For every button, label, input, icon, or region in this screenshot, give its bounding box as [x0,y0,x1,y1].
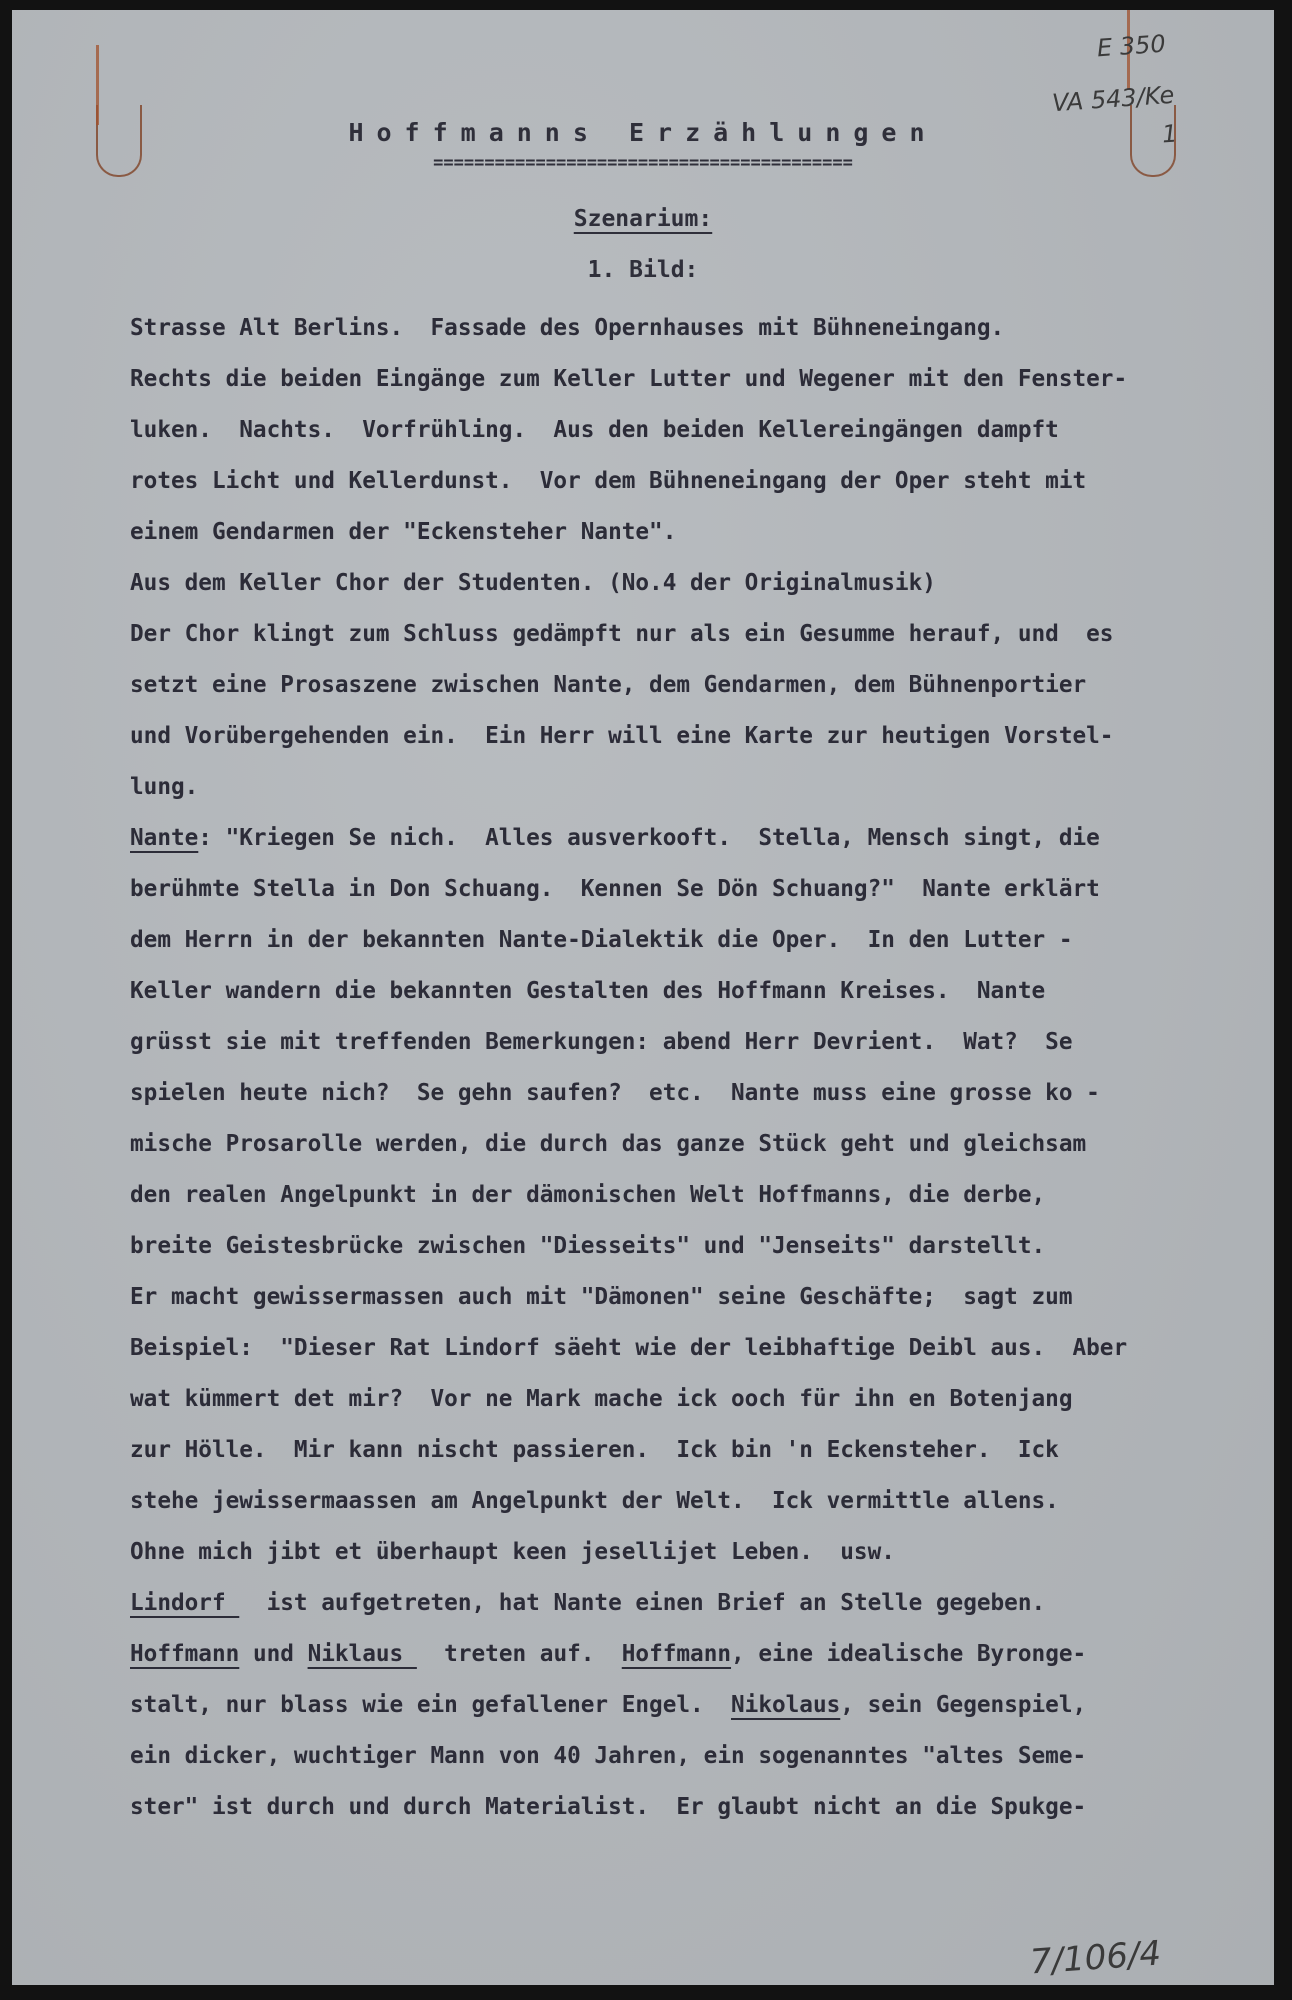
text-line [130,1425,1274,1476]
text-run: ster" ist durch und durch Materialist. Er glaubt nicht an die Spukge- [130,1794,1087,1820]
text-run: zur Hölle. Mir kann nischt passieren. Ick bin 'n Eckensteher. Ick [130,1437,1059,1463]
underlined-name: Nante [130,825,199,851]
text-line [130,354,1274,405]
text-run: und [239,1641,308,1667]
text-line [130,762,1274,813]
text-run: stalt, nur blass wie ein gefallener Engel. [130,1692,731,1718]
text-run: , sein Gegenspiel, [840,1692,1087,1718]
text-run: Ohne mich jibt et überhaupt keen jesellijet Leben. usw. [130,1539,895,1565]
text-line [130,507,1274,558]
text-line [130,813,1274,864]
text-line [130,1272,1274,1323]
text-line [130,1476,1274,1527]
left-staple-line [96,45,99,125]
archive-code-second: VA 543/Ke [1051,80,1176,118]
text-line [130,1527,1274,1578]
text-run: : "Kriegen Se nich. Alles ausverkooft. Stella, Mensch singt, die [198,825,1100,851]
text-run: Keller wandern die bekannten Gestalten des Hoffmann Kreises. Nante [130,978,1046,1004]
text-line [130,558,1274,609]
scene-heading: 1. Bild: [587,257,699,283]
text-run: berühmte Stella in Don Schuang. Kennen Se Dön Schuang?" Nante erklärt [130,876,1100,902]
text-line [130,1629,1274,1680]
text-run: Aus dem Keller Chor der Studenten. (No.4 der Originalmusik) [130,570,936,596]
text-line [130,864,1274,915]
text-line [130,1119,1274,1170]
document-title: Hoffmanns Erzählungen [348,118,938,147]
text-run: luken. Nachts. Vorfrühling. Aus den beiden Kellereingängen dampft [130,417,1059,443]
text-line [130,456,1274,507]
text-line [130,609,1274,660]
archive-code-top: E 350 [1096,29,1167,63]
underlined-name: Hoffmann [621,1641,732,1667]
section-heading: Szenarium: [573,206,713,232]
text-line [130,1323,1274,1374]
text-run: einem Gendarmen der "Eckensteher Nante". [130,519,677,545]
text-line [130,1374,1274,1425]
text-run: wat kümmert det mir? Vor ne Mark mache ick ooch für ihn en Botenjang [130,1386,1073,1412]
text-run: spielen heute nich? Se gehn saufen? etc. Nante muss eine grosse ko - [130,1080,1100,1106]
underlined-name: Hoffmann [130,1641,240,1667]
text-run: setzt eine Prosaszene zwischen Nante, dem Gendarmen, dem Bühnenportier [130,672,1087,698]
text-line [130,1068,1274,1119]
typed-body-text [130,303,1274,1833]
underlined-name: Nikolaus [731,1692,841,1718]
underlined-name: Lindorf [130,1590,240,1616]
text-run: stehe jewissermaassen am Angelpunkt der Welt. Ick vermittle allens. [130,1488,1059,1514]
text-line [130,966,1274,1017]
text-run: lung. [130,774,199,800]
text-line [130,303,1274,354]
text-line [130,1578,1274,1629]
text-run: Strasse Alt Berlins. Fassade des Opernhauses mit Bühneneingang. [130,315,1005,341]
text-run: treten auf. [416,1641,622,1667]
text-line [130,1017,1274,1068]
text-run: dem Herrn in der bekannten Nante-Dialektik die Oper. In den Lutter - [130,927,1073,953]
text-line [130,1680,1274,1731]
text-line [130,915,1274,966]
text-run: Rechts die beiden Eingänge zum Keller Lutter und Wegener mit den Fenster- [130,366,1128,392]
text-run: mische Prosarolle werden, die durch das ganze Stück geht und gleichsam [130,1131,1087,1157]
text-run: Der Chor klingt zum Schluss gedämpft nur als ein Gesumme herauf, und es [130,621,1114,647]
text-run: grüsst sie mit treffenden Bemerkungen: abend Herr Devrient. Wat? Se [130,1029,1073,1055]
text-line [130,1221,1274,1272]
document-page [12,10,1274,1985]
text-run: Beispiel: "Dieser Rat Lindorf säeht wie der leibhaftige Deibl aus. Aber [130,1335,1128,1361]
title-double-rule: ========================================= [433,153,853,173]
text-run: breite Geistesbrücke zwischen "Diesseits" und "Jenseits" darstellt. [130,1233,1046,1259]
text-line [130,1731,1274,1782]
text-line [130,1170,1274,1221]
underlined-name: Niklaus [307,1641,417,1667]
text-run: rotes Licht und Kellerdunst. Vor dem Bühneneingang der Oper steht mit [130,468,1087,494]
text-run: ist aufgetreten, hat Nante einen Brief an Stelle gegeben. [239,1590,1046,1616]
archive-code-third: 1 [1161,119,1179,149]
text-line [130,711,1274,762]
text-run: und Vorübergehenden ein. Ein Herr will eine Karte zur heutigen Vorstel- [130,723,1114,749]
text-run: , eine idealische Byronge- [731,1641,1087,1667]
text-line [130,660,1274,711]
text-run: ein dicker, wuchtiger Mann von 40 Jahren, ein sogenanntes "altes Seme- [130,1743,1087,1769]
text-run: den realen Angelpunkt in der dämonischen Welt Hoffmanns, die derbe, [130,1182,1046,1208]
text-run: Er macht gewissermassen auch mit "Dämonen" seine Geschäfte; sagt zum [130,1284,1073,1310]
archive-folio-number: 7/106/4 [1028,1933,1163,1983]
text-line [130,405,1274,456]
text-line [130,1782,1274,1833]
